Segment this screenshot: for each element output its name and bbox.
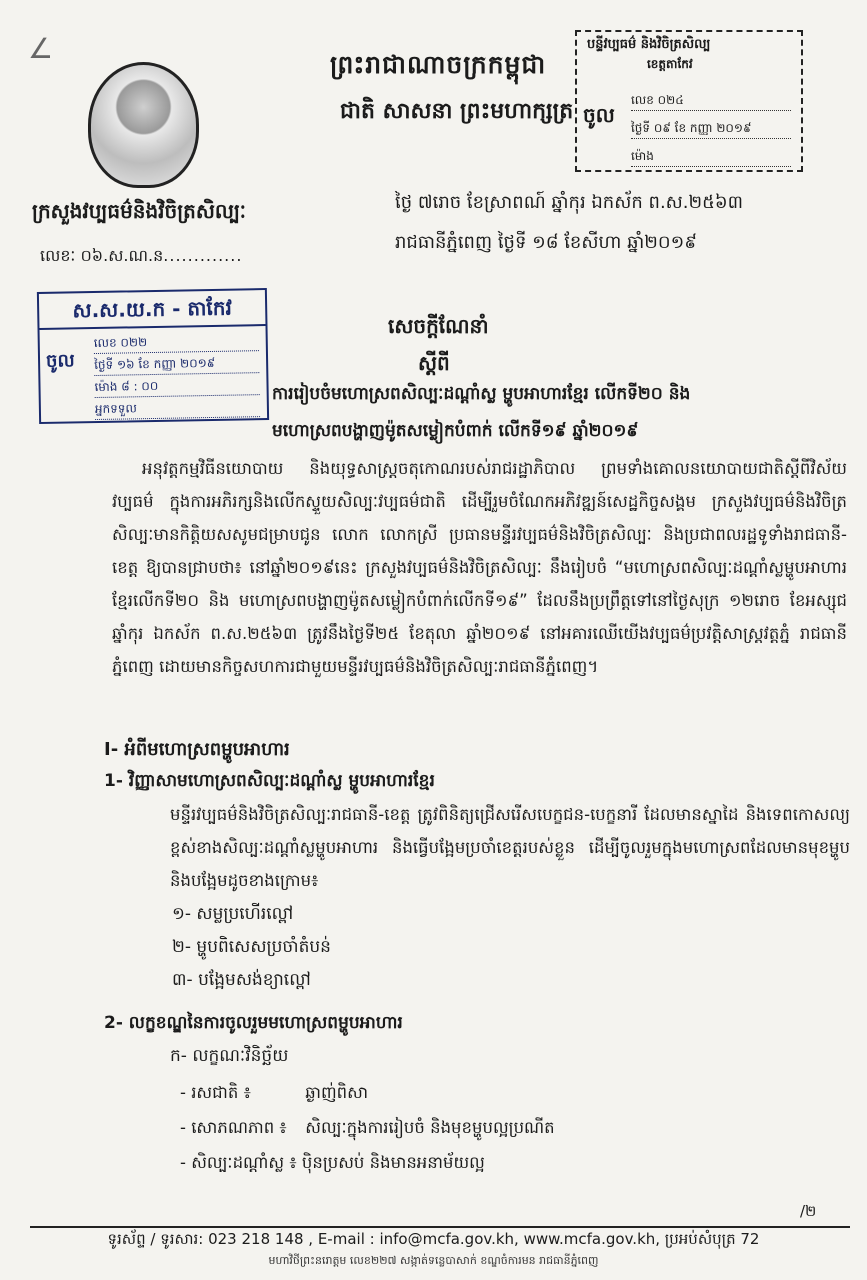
stamp-label: ចូល — [583, 103, 615, 127]
stamp-row-time: ម៉ោង — [631, 148, 791, 167]
section-2-sub-heading: ក- លក្ខណៈវិនិច្ឆ័យ — [170, 1046, 289, 1066]
stamp-line2: ខេត្តតាកែវ — [647, 57, 693, 71]
stamp-line1: បន្ទីវប្បធម៌ និងវិចិត្រសិល្ប — [587, 37, 711, 52]
received-stamp-takeo — [37, 288, 269, 424]
criterion-value: ឆ្ងាញ់ពិសា — [305, 1083, 369, 1102]
criterion-value: ប៉ិនប្រសប់ និងមានអនាម័យល្អ — [301, 1153, 485, 1172]
page-mark: /២ — [800, 1202, 817, 1220]
section-1-1-paragraph — [170, 798, 850, 897]
footer-contact: ទូរស័ព្ទ / ទូរសារ: 023 218 148 , E-mail : info@mcfa.gov.kh, www.mcfa.gov.kh, ប្រអប់សំបុត្រ 72 — [107, 1230, 760, 1248]
ministry-seal — [88, 62, 199, 188]
stamp-row-number: លេខ ០២៤ — [631, 92, 791, 111]
section-1-1-heading: 1- វិញ្ញាសាមហោស្រពសិល្បៈដណ្តាំស្ល ម្ហូបអាហារខ្មែរ — [104, 771, 435, 791]
footer-address: មហាវិថីព្រះនរោត្តម លេខ២២៧ សង្កាត់ទន្លេបាសាក់ ខណ្ឌចំការមន រាជធានីភ្នំពេញ — [268, 1254, 599, 1267]
ref-value: ០៦.ស.ណ.ន — [80, 246, 164, 265]
date-lunar: ថ្ងៃ ៧រោច ខែស្រាពណ៍ ឆ្នាំកុរ ឯកស័ក ព.ស.២៥៦៣ — [395, 192, 744, 213]
list-item: ១- សម្លប្រហើរល្ពៅ — [172, 904, 294, 924]
criterion-value: សិល្បៈក្នុងការរៀបចំ និងមុខម្ហូបល្អប្រណីត — [305, 1118, 555, 1137]
subject-line-1: ការរៀបចំមហោស្រពសិល្បៈដណ្តាំស្ល ម្ហូបអាហារខ្មែរ លើកទី២០ និង — [272, 384, 691, 404]
stamp-row-date: ថ្ងៃទី ១៦ ខែ កញ្ញា ២០១៩ — [94, 354, 259, 376]
stamp-row-receiver: អ្នកទទួល — [95, 398, 260, 420]
subject-line-2: មហោស្រពបង្ហាញម៉ូតសម្លៀកបំពាក់ លើកទី១៩ ឆ្នាំ២០១៩ — [272, 421, 639, 441]
national-motto: ជាតិ សាសនា ព្រះមហាក្សត្រ — [340, 99, 574, 124]
list-item: ២- ម្ហូបពិសេសប្រចាំតំបន់ — [172, 937, 331, 957]
criterion-label: - រសជាតិ ៖ — [180, 1083, 251, 1102]
stamp-row-time: ម៉ោង ៨ : ០០ — [94, 376, 259, 398]
notice-title: សេចក្តីណែនាំ — [388, 314, 489, 338]
about-label: ស្តីពី — [418, 351, 450, 375]
criterion-row — [180, 1153, 485, 1177]
section-1-1-text: មន្ទីរវប្បធម៌និងវិចិត្រសិល្បៈរាជធានី-ខេត្ត ត្រូវពិនិត្យជ្រើសរើសបេក្ខជន-បេក្ខនារី ដែលមានស្នាដៃ និងទេពកោសល្យខ្ពស់ខាងសិល្បៈដណ្តាំស្លម្ហូបអាហារ និងធ្វើបង្អែមប្រចាំខេត្តរបស់ខ្លួន ដើម្បីចូលរួមក្នុងមហោស្រពដែលមានមុខម្ហូបនិងបង្អែមដូចខាងក្រោម៖ — [170, 805, 850, 890]
ministry-name: ក្រសួងវប្បធម៌និងវិចិត្រសិល្បៈ — [32, 199, 247, 223]
stamp-heading: ស.ស.យ.ក - តាកែវ — [39, 290, 266, 330]
stamp-row-date: ថ្ងៃទី ០៩ ខែ កញ្ញា ២០១៩ — [631, 120, 791, 139]
date-solar: រាជធានីភ្នំពេញ ថ្ងៃទី ១៨ ខែសីហា ឆ្នាំ២០១៩ — [395, 232, 697, 253]
list-item: ៣- បង្អែមសង់ខ្យាល្ពៅ — [172, 970, 311, 990]
pen-mark: ∠ — [28, 32, 54, 65]
criterion-label: - សិល្បៈដណ្តាំស្ល ៖ — [180, 1153, 297, 1172]
stamp-row-number: លេខ ០២២ — [94, 332, 259, 354]
criterion-row — [180, 1083, 368, 1107]
section-1-heading: I- អំពីមហោស្រពម្ហូបអាហារ — [104, 739, 290, 760]
stamp-label: ចូល — [45, 350, 75, 372]
reference-number: លេខៈ ០៦.ស.ណ.ន............. — [40, 246, 243, 265]
intro-paragraph — [112, 452, 847, 683]
footer-divider — [30, 1226, 850, 1228]
criterion-row — [180, 1118, 555, 1142]
received-stamp-provincial — [575, 30, 803, 172]
kingdom-heading: ព្រះរាជាណាចក្រកម្ពុជា — [330, 50, 547, 79]
criterion-label: - សោភណភាព ៖ — [180, 1118, 287, 1137]
intro-text: អនុវត្តកម្មវិធីនយោបាយ និងយុទ្ធសាស្ត្រចតុកោណរបស់រាជរដ្ឋាភិបាល ព្រមទាំងគោលនយោបាយជាតិស្តីពីវិស័យវប្បធម៌ ក្នុងការអភិរក្សនិងលើកស្ទួយសិល្បៈវប្បធម៌ជាតិ ដើម្បីរួមចំណែកអភិវឌ្ឍន៍សេដ្ឋកិច្ចសង្គម ក្រសួងវប្បធម៌និងវិចិត្រសិល្បៈមានកិត្តិយសសូមជម្រាបជូន លោក លោកស្រី ប្រធានមន្ទីរវប្បធម៌និងវិចិត្រសិល្បៈ និងប្រជាពលរដ្ឋទូទាំងរាជធានី-ខេត្ត ឱ្យបានជ្រាបថា៖ នៅឆ្នាំ២០១៩នេះ ក្រសួងវប្បធម៌និងវិចិត្រសិល្បៈ នឹងរៀបចំ “មហោស្រពសិល្បៈដណ្តាំស្លម្ហូបអាហារខ្មែរលើកទី២០ និង មហោស្រពបង្ហាញម៉ូតសម្លៀកបំពាក់លើកទី១៩” ដែលនឹងប្រព្រឹត្តទៅនៅថ្ងៃសុក្រ ១២រោច ខែអស្សុជ ឆ្នាំកុរ ឯកស័ក ព.ស.២៥៦៣ ត្រូវនឹងថ្ងៃទី២៥ ខែតុលា ឆ្នាំ២០១៩ នៅអគារឈើយើងវប្បធម៌ប្រវត្តិសាស្ត្រវត្តភ្នំ រាជធានីភ្នំពេញ ដោយមានកិច្ចសហការជាមួយមន្ទីរវប្បធម៌និងវិចិត្រសិល្បៈរាជធានីភ្នំពេញ។ — [112, 459, 847, 676]
ref-label: លេខៈ — [40, 246, 76, 265]
section-2-heading: 2- លក្ខខណ្ឌនៃការចូលរួមមហោស្រពម្ហូបអាហារ — [104, 1013, 403, 1033]
